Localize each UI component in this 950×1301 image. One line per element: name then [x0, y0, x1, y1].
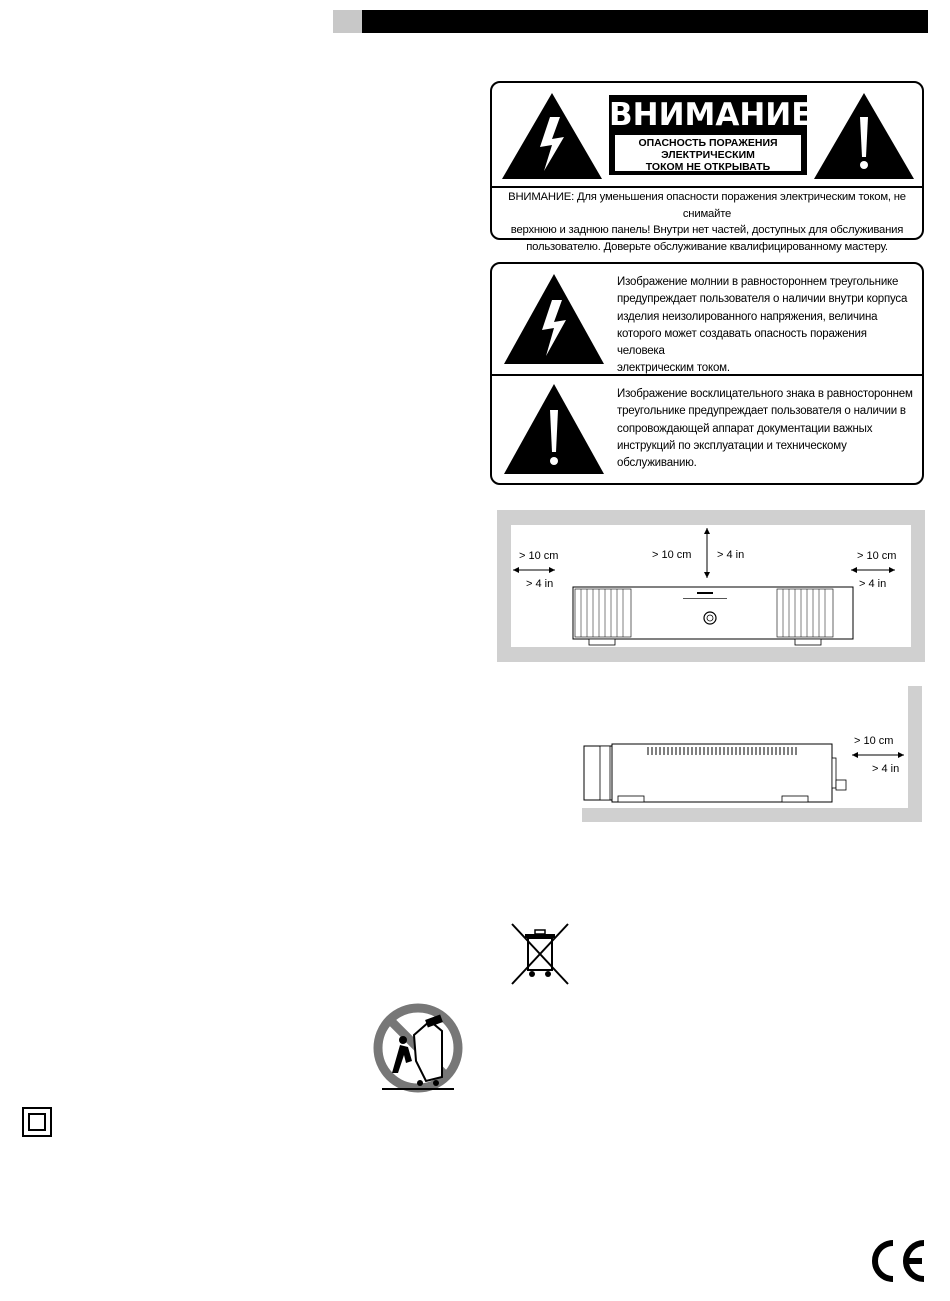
warning-body-line: пользователю. Доверьте обслуживание квалифицированному мастеру.: [526, 240, 888, 253]
warning-label: [490, 81, 924, 253]
lightning-triangle-icon: [500, 91, 604, 181]
lightning-triangle-icon: [502, 272, 606, 366]
explanation-line: обслуживанию.: [617, 457, 697, 470]
exclamation-triangle-icon: [812, 91, 916, 181]
explanation-line: сопровождающей аппарат документации важных: [617, 422, 873, 435]
side-clearance-drawing: [582, 686, 922, 822]
side-clearance-diagram: [582, 686, 922, 822]
explanation-line: изделия неизолированного напряжения, величина: [617, 310, 878, 323]
warning-body-line: ВНИМАНИЕ: Для уменьшения опасности поражения электрическим током, не снимайте: [508, 191, 906, 220]
warning-subtitle-line: ОПАСНОСТЬ ПОРАЖЕНИЯ: [638, 137, 778, 149]
explanation-line: Изображение молнии в равностороннем треугольнике: [617, 276, 899, 288]
explanation-line: предупреждает пользователя о наличии внутри корпуса: [617, 293, 908, 306]
warning-subtitle-line: ТОКОМ НЕ ОТКРЫВАТЬ: [645, 161, 771, 173]
rear-clearance-cm: > 10 cm: [854, 735, 894, 747]
explanation-line: электрическим током.: [617, 362, 730, 375]
explanation-line: инструкций по эксплуатации и техническому: [617, 439, 847, 452]
lightning-explanation: [617, 274, 917, 378]
explanation-line: треугольнике предупреждает пользователя о наличии в: [617, 405, 906, 418]
rear-clearance-in: > 4 in: [872, 763, 900, 775]
double-insulation-icon: [22, 1107, 52, 1137]
crossed-out-bin-icon: [508, 922, 572, 986]
warning-subtitle-line: ЭЛЕКТРИЧЕСКИМ: [661, 149, 755, 161]
no-cart-tipping-icon: [370, 1003, 466, 1095]
symbol-explanation-label: [490, 262, 924, 485]
left-clearance-in: > 4 in: [526, 578, 554, 590]
exclamation-explanation: [617, 386, 917, 472]
front-clearance-diagram: [497, 510, 925, 662]
warning-title: ВНИМАНИЕ: [609, 97, 813, 133]
label-divider: [492, 374, 922, 376]
header-accent: [333, 10, 362, 33]
explanation-line: Изображение восклицательного знака в равностороннем: [617, 388, 913, 400]
top-clearance-in: > 4 in: [717, 549, 745, 561]
explanation-line: которого может создавать опасность поражения человека: [617, 327, 867, 358]
exclamation-triangle-icon: [502, 382, 606, 476]
ce-mark-icon: [868, 1240, 928, 1282]
right-clearance-in: > 4 in: [859, 578, 887, 590]
warning-body-line: верхнюю и заднюю панель! Внутри нет частей, доступных для обслуживания: [510, 224, 904, 236]
left-clearance-cm: > 10 cm: [519, 550, 559, 562]
header-bar: [362, 10, 928, 33]
right-clearance-cm: > 10 cm: [857, 550, 897, 562]
top-clearance-cm: > 10 cm: [652, 549, 692, 561]
warning-badge: [609, 95, 813, 175]
warning-body: [500, 189, 914, 255]
